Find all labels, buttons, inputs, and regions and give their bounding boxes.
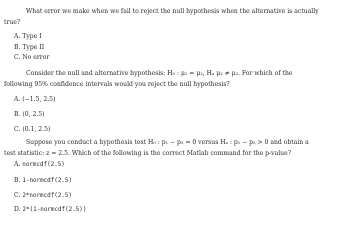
q1-text-line2: true?: [4, 19, 21, 26]
q1-text-line1: What error we make when we fail to reject the null hypothesis when the alternative is actually: [26, 8, 319, 15]
q3-option-b: [14, 177, 72, 185]
q3-option-a-letter: A.: [14, 161, 21, 168]
q3-option-c: [14, 192, 72, 200]
q1-option-c: C. No error: [14, 54, 50, 61]
q3-option-b-code: 1-normcdf(2.5): [22, 178, 73, 184]
q2-text-line2: following 95% confidence intervals would you reject the null hypothesis?: [4, 81, 230, 88]
q2-option-c: C. (0.1, 2.5): [14, 126, 51, 133]
q3-option-a-code: normcdf(2.5): [22, 162, 65, 168]
q2-option-a: A. (−1.5, 2.5): [14, 96, 56, 103]
q3-option-b-letter: B.: [14, 177, 21, 184]
q2-option-b: B. (0, 2.5): [14, 111, 45, 118]
q3-option-a: [14, 161, 65, 169]
q3-text-line2: test statistic: z = 2.5. Which of the following is the correct Matlab command for the p-value?: [4, 150, 291, 157]
q3-text-line1: Suppose you conduct a hypothesis test H₀ : p₁ − p₂ = 0 versus Hₐ : p₁ − p₂ > 0 and obtain a: [26, 139, 309, 146]
q2-text-line1: Consider the null and alternative hypothesis: H₀ : μ₁ = μ₂, Hₐ μ₁ ≠ μ₂. For which of the: [26, 70, 293, 77]
q3-option-d-letter: D.: [14, 206, 21, 213]
q3-option-d: [14, 206, 86, 214]
q3-option-c-letter: C.: [14, 192, 21, 199]
q3-option-c-code: 2*normcdf(2.5): [22, 193, 72, 199]
q1-option-b: B. Type II: [14, 44, 45, 51]
q1-option-a: A. Type I: [14, 33, 42, 40]
q3-option-d-code: 2*(1-normcdf(2.5)): [22, 207, 87, 213]
